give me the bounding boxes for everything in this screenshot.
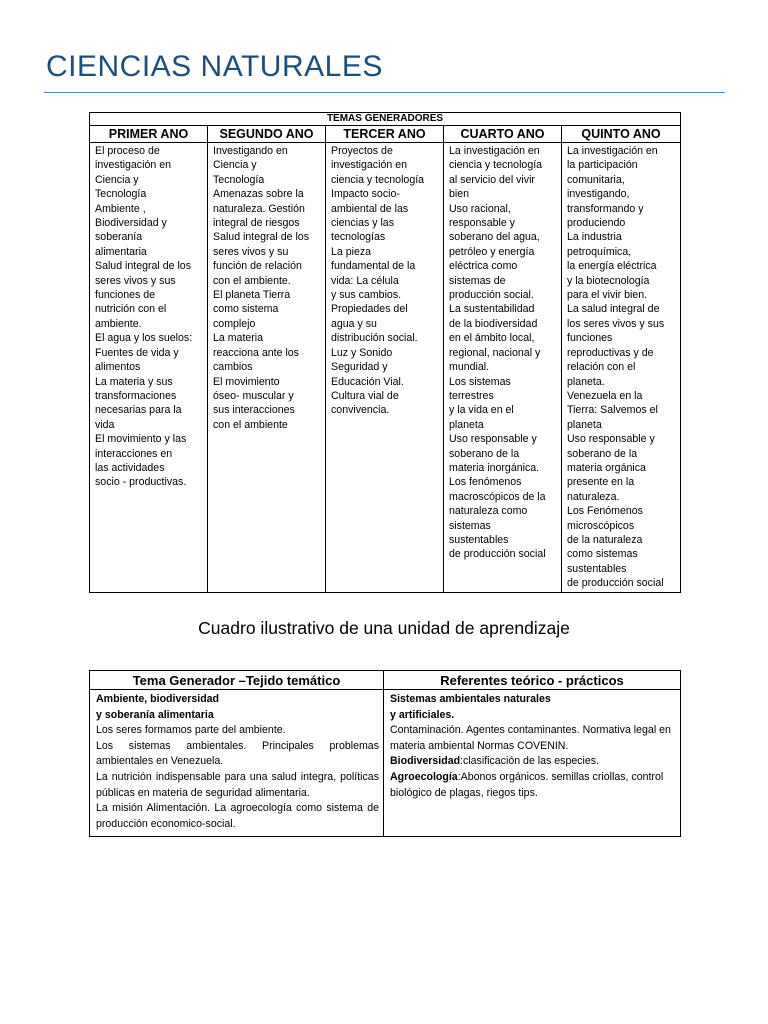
table-super-header: TEMAS GENERADORES bbox=[90, 113, 681, 126]
left-paragraph-4: La misión Alimentación. La agroecología como sistema de producción economico-social. bbox=[96, 802, 379, 830]
right-bold-line-2: y artificiales. bbox=[390, 708, 455, 721]
agroecologia-text: :Abonos orgánicos. semillas criollas, control biológico de plagas, riegos tips. bbox=[390, 770, 664, 799]
cell-quinto-ano: La investigación en la participación comunitaria, investigando, transformando y produciendo La industria petroquímica, la energía eléctrica y la biotecnología para el vivir bien. La salud integral de los seres vivos y sus funciones reproductivas y de relación con el planeta. Venezuela en la Tierra: Salvemos el planeta Uso responsable y soberano de la materia orgánica presente en la naturaleza. Los Fenómenos microscópicos de la naturaleza como sistemas sustentables de producción social bbox=[562, 143, 681, 593]
left-paragraph-3: La nutrición indispensable para una salud integra, políticas públicas en materia de seguridad alimentaria. bbox=[96, 770, 379, 799]
column-header-primer: PRIMER ANO bbox=[90, 126, 208, 143]
right-paragraph-3 bbox=[390, 770, 676, 801]
column-header-tercer: TERCER ANO bbox=[326, 126, 444, 143]
unidad-aprendizaje-table bbox=[89, 670, 681, 837]
right-paragraph-2 bbox=[390, 754, 676, 770]
left-paragraph-2: Los sistemas ambientales. Principales problemas ambientales en Venezuela. bbox=[96, 739, 379, 768]
agroecologia-label: Agroecología bbox=[390, 770, 458, 783]
title-divider bbox=[44, 92, 725, 93]
cell-tercer-ano: Proyectos de investigación en ciencia y tecnología Impacto socio- ambiental de las ciencias y las tecnologías La pieza fundamental de la vida: La célula y sus cambios. Propiedades del agua y su distribución social. Luz y Sonido Seguridad y Educación Vial. Cultura vial de convivencia. bbox=[326, 143, 444, 593]
cell-segundo-ano: Investigando en Ciencia y Tecnología Amenazas sobre la naturaleza. Gestión integral de riesgos Salud integral de los seres vivos y su función de relación con el ambiente. El planeta Tierra como sistema complejo La materia reacciona ante los cambios El movimiento óseo- muscular y sus interacciones con el ambiente bbox=[208, 143, 326, 593]
biodiversidad-label: Biodiversidad bbox=[390, 755, 461, 768]
left-bold-line-1: Ambiente, biodiversidad bbox=[96, 693, 220, 705]
column-header-cuarto: CUARTO ANO bbox=[444, 126, 562, 143]
header-tema-generador: Tema Generador –Tejido temático bbox=[90, 671, 384, 690]
temas-generadores-table bbox=[89, 112, 681, 593]
cell-primer-ano: El proceso de investigación en Ciencia y Tecnología Ambiente , Biodiversidad y soberanía alimentaria Salud integral de los seres vivos y sus funciones de nutrición con el ambiente. El agua y los suelos: Fuentes de vida y alimentos La materia y sus transformaciones necesarias para la vida El movimiento y las interacciones en las actividades socio - productivas. bbox=[90, 143, 208, 593]
caption: Cuadro ilustrativo de una unidad de aprendizaje bbox=[198, 618, 570, 638]
column-header-quinto: QUINTO ANO bbox=[562, 126, 681, 143]
biodiversidad-text: :clasificación de las especies. bbox=[460, 755, 600, 768]
left-bold-line-2: y soberanía alimentaria bbox=[96, 708, 214, 721]
header-referentes: Referentes teórico - prácticos bbox=[384, 671, 681, 690]
left-paragraph-1: Los seres formamos parte del ambiente. bbox=[96, 724, 286, 737]
page-title: CIENCIAS NATURALES bbox=[46, 50, 383, 83]
right-bold-line-1: Sistemas ambientales naturales bbox=[390, 693, 551, 705]
right-paragraph-1: Contaminación. Agentes contaminantes. Normativa legal en materia ambiental Normas COVENIN. bbox=[390, 724, 671, 752]
cell-cuarto-ano: La investigación en ciencia y tecnología al servicio del vivir bien Uso racional, responsable y soberano del agua, petróleo y energía eléctrica como sistemas de producción social. La sustentabilidad de la biodiversidad en el ámbito local, regional, nacional y mundial. Los sistemas terrestres y la vida en el planeta Uso responsable y soberano de la materia inorgánica. Los fenómenos macroscópicos de la naturaleza como sistemas sustentables de producción social bbox=[444, 143, 562, 593]
column-header-segundo: SEGUNDO ANO bbox=[208, 126, 326, 143]
cell-tema-generador bbox=[90, 690, 384, 837]
cell-referentes bbox=[384, 690, 681, 837]
